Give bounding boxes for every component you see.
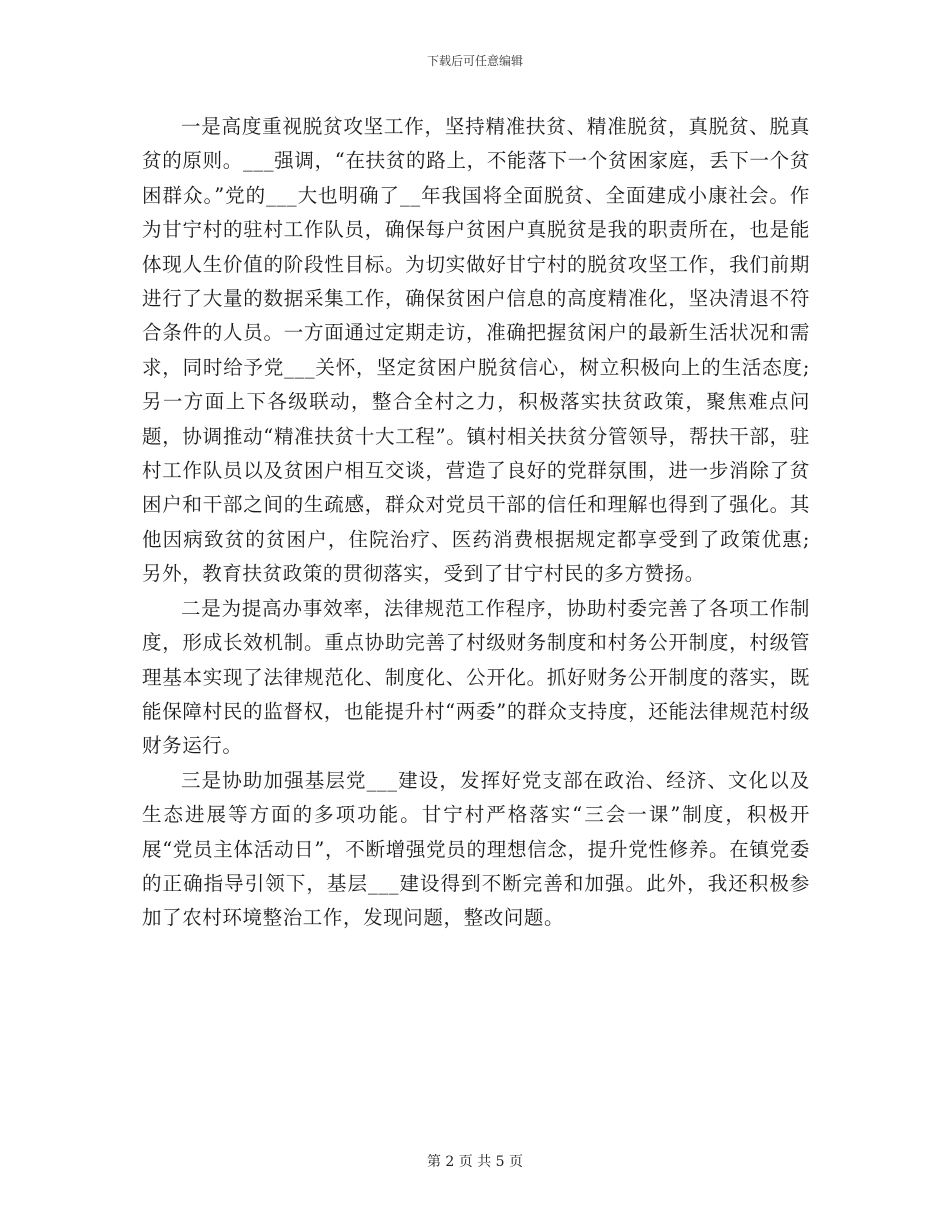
document-body — [142, 110, 810, 936]
paragraph-3: 三是协助加强基层党___建设，发挥好党支部在政治、经济、文化以及生态进展等方面的多项功能。甘宁村严格落实“三会一课”制度，积极开展“党员主体活动日”，不断增强党员的理想信念，提升党性修养。在镇党委的正确指导引领下，基层___建设得到不断完善和加强。此外，我还积极参加了农村环境整治工作，发现问题，整改问题。 — [142, 768, 810, 930]
page-header: 下载后可任意编辑 — [426, 54, 523, 68]
paragraph-1: 一是高度重视脱贫攻坚工作，坚持精准扶贫、精准脱贫，真脱贫、脱真贫的原则。___强调，“在扶贫的路上，不能落下一个贫困家庭，丢下一个贫困群众。”党的___大也明确了__年我国将全面脱贫、全面建成小康社会。作为甘宁村的驻村工作队员，确保每户贫困户真脱贫是我的职责所在，也是能体现人生价值的阶段性目标。为切实做好甘宁村的脱贫攻坚工作，我们前期进行了大量的数据采集工作，确保贫困户信息的高度精准化，坚决清退不符合条件的人员。一方面通过定期走访，准确把握贫闲户的最新生活状况和需求，同时给予党___关怀，坚定贫困户脱贫信心，树立积极向上的生活态度;另一方面上下各级联动，整合全村之力，积极落实扶贫政策，聚焦难点问题，协调推动“精准扶贫十大工程”。镇村相关扶贫分管领导，帮扶干部，驻村工作队员以及贫困户相互交谈，营造了良好的党群氛围，进一步消除了贫困户和干部之间的生疏感，群众对党员干部的信任和理解也得到了强化。其他因病致贫的贫困户，住院治疗、医药消费根据规定都享受到了政策优惠;另外，教育扶贫政策的贯彻落实，受到了甘宁村民的多方赞扬。 — [142, 115, 810, 586]
page-footer: 第 2 页 共 5 页 — [426, 1154, 524, 1170]
paragraph-2: 二是为提高办事效率，法律规范工作程序，协助村委完善了各项工作制度，形成长效机制。重点协助完善了村级财务制度和村务公开制度，村级管理基本实现了法律规范化、制度化、公开化。抓好财务公开制度的落实，既能保障村民的监督权，也能提升村“两委”的群众支持度，还能法律规范村级财务运行。 — [142, 596, 810, 758]
